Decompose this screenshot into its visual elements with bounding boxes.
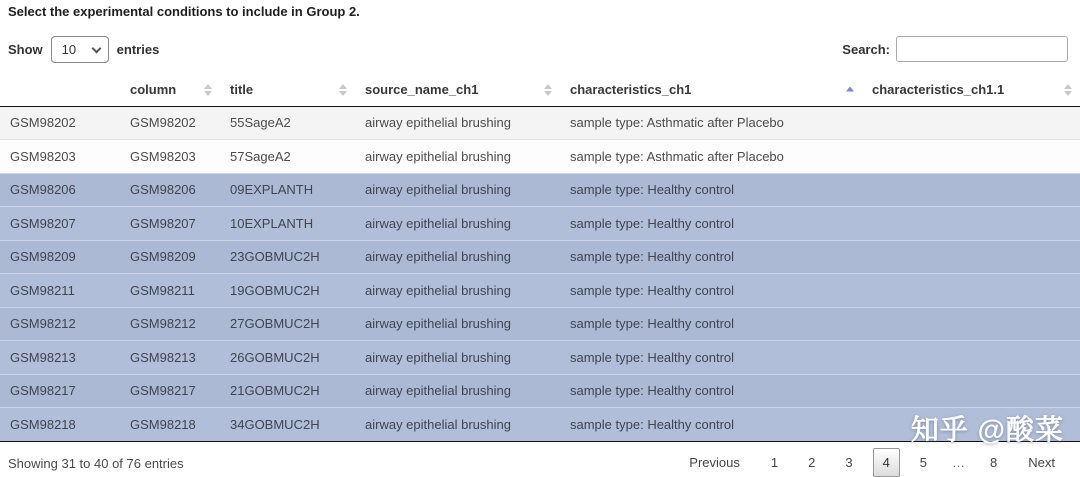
column-header-source-name-ch1[interactable]: source_name_ch1 bbox=[355, 74, 560, 106]
table-row[interactable] bbox=[0, 207, 1080, 241]
watermark-text: 知乎 @酸菜 bbox=[910, 414, 1064, 445]
column-cell: GSM98218 bbox=[120, 408, 220, 442]
source-name-cell: airway epithelial brushing bbox=[365, 115, 511, 131]
pagination-next-button[interactable]: Next bbox=[1017, 448, 1066, 477]
table-body bbox=[0, 106, 1080, 441]
show-entries-control bbox=[8, 36, 159, 63]
characteristics-cell: sample type: Asthmatic after Placebo bbox=[560, 140, 862, 174]
sort-asc-icon bbox=[846, 86, 854, 93]
pagination-page-button[interactable]: 4 bbox=[873, 448, 900, 477]
title-cell: 09EXPLANTH bbox=[220, 173, 355, 207]
column-header-characteristics-ch1-1[interactable]: characteristics_ch1.1 bbox=[862, 74, 1080, 106]
sort-icon bbox=[339, 84, 347, 96]
entries-info: Showing 31 to 40 of 76 entries bbox=[8, 456, 184, 471]
pagination-ellipsis: … bbox=[947, 448, 970, 477]
table-header-row bbox=[0, 74, 1080, 106]
title-cell: 19GOBMUC2H bbox=[220, 274, 355, 308]
title-cell: 27GOBMUC2H bbox=[220, 307, 355, 341]
pagination-previous-button[interactable]: Previous bbox=[678, 448, 751, 477]
column-header-characteristics-ch1[interactable]: characteristics_ch1 bbox=[560, 74, 862, 106]
sort-icon bbox=[544, 84, 552, 96]
source-name-cell: airway epithelial brushing bbox=[355, 140, 560, 174]
table-row[interactable] bbox=[0, 173, 1080, 207]
search-input[interactable] bbox=[896, 36, 1068, 62]
table-row[interactable] bbox=[0, 374, 1080, 408]
title-cell: 34GOBMUC2H bbox=[220, 408, 355, 442]
characteristics-cell: sample type: Healthy control bbox=[560, 307, 862, 341]
show-label: Show bbox=[8, 42, 43, 57]
characteristics-1-cell bbox=[862, 240, 1080, 274]
source-name-cell: airway epithelial brushing bbox=[355, 307, 560, 341]
column-cell: GSM98202 bbox=[130, 115, 196, 131]
title-cell: 57SageA2 bbox=[220, 140, 355, 174]
rowname-cell: GSM98217 bbox=[0, 374, 120, 408]
table-row[interactable] bbox=[0, 307, 1080, 341]
sort-icon bbox=[204, 84, 212, 96]
characteristics-1-cell bbox=[862, 140, 1080, 174]
rowname-cell: GSM98211 bbox=[0, 274, 120, 308]
characteristics-1-cell bbox=[862, 106, 1080, 140]
characteristics-1-cell bbox=[862, 307, 1080, 341]
column-cell: GSM98212 bbox=[120, 307, 220, 341]
table-controls bbox=[0, 36, 1080, 66]
source-name-cell: airway epithelial brushing bbox=[355, 274, 560, 308]
column-cell: GSM98211 bbox=[120, 274, 220, 308]
pagination-page-button[interactable]: 1 bbox=[761, 448, 788, 477]
column-header-column[interactable]: column bbox=[120, 74, 220, 106]
characteristics-cell: sample type: Healthy control bbox=[560, 341, 862, 375]
table-row[interactable] bbox=[0, 106, 1080, 140]
column-cell: GSM98203 bbox=[120, 140, 220, 174]
table-header bbox=[0, 74, 1080, 106]
table-row[interactable] bbox=[0, 240, 1080, 274]
source-name-cell: airway epithelial brushing bbox=[355, 240, 560, 274]
characteristics-cell: sample type: Healthy control bbox=[560, 374, 862, 408]
column-cell: GSM98207 bbox=[120, 207, 220, 241]
rowname-cell: GSM98202 bbox=[10, 115, 76, 131]
conditions-table bbox=[0, 74, 1080, 442]
rowname-cell: GSM98212 bbox=[0, 307, 120, 341]
characteristics-1-cell bbox=[862, 341, 1080, 375]
source-name-cell: airway epithelial brushing bbox=[355, 207, 560, 241]
table-row[interactable] bbox=[0, 408, 1080, 442]
characteristics-1-cell bbox=[862, 173, 1080, 207]
characteristics-1-cell bbox=[862, 374, 1080, 408]
source-name-cell: airway epithelial brushing bbox=[355, 341, 560, 375]
pagination-page-button[interactable]: 2 bbox=[798, 448, 825, 477]
title-cell: 10EXPLANTH bbox=[220, 207, 355, 241]
table-row[interactable] bbox=[0, 341, 1080, 375]
pagination-page-button[interactable]: 5 bbox=[910, 448, 937, 477]
table-footer bbox=[0, 448, 1080, 477]
characteristics-cell: sample type: Healthy control bbox=[560, 408, 862, 442]
pagination-page-button[interactable]: 3 bbox=[835, 448, 862, 477]
rowname-cell: GSM98213 bbox=[0, 341, 120, 375]
instruction-text: Select the experimental conditions to include in Group 2. bbox=[8, 4, 360, 19]
source-name-cell: airway epithelial brushing bbox=[355, 173, 560, 207]
table-bottom-border bbox=[0, 441, 1080, 442]
characteristics-1-cell bbox=[862, 207, 1080, 241]
column-cell: GSM98209 bbox=[120, 240, 220, 274]
pagination bbox=[668, 448, 1066, 477]
rowname-cell: GSM98203 bbox=[0, 140, 120, 174]
search-label: Search: bbox=[842, 41, 890, 57]
characteristics-cell: sample type: Healthy control bbox=[560, 207, 862, 241]
characteristics-cell: sample type: Healthy control bbox=[560, 173, 862, 207]
title-cell: 55SageA2 bbox=[230, 115, 291, 131]
rowname-cell: GSM98206 bbox=[0, 173, 120, 207]
pagination-pages bbox=[751, 448, 1007, 477]
title-cell: 21GOBMUC2H bbox=[220, 374, 355, 408]
rowname-cell: GSM98218 bbox=[0, 408, 120, 442]
page-length-select[interactable] bbox=[51, 36, 109, 63]
entries-label: entries bbox=[116, 42, 160, 57]
source-name-cell: airway epithelial brushing bbox=[355, 408, 560, 442]
sort-icon bbox=[1064, 84, 1072, 96]
table-row[interactable] bbox=[0, 140, 1080, 174]
characteristics-1-cell bbox=[862, 274, 1080, 308]
source-name-cell: airway epithelial brushing bbox=[355, 374, 560, 408]
search-control bbox=[842, 36, 1068, 62]
pagination-page-button[interactable]: 8 bbox=[980, 448, 1007, 477]
characteristics-cell: sample type: Healthy control bbox=[560, 240, 862, 274]
column-header-title[interactable]: title bbox=[220, 74, 355, 106]
column-cell: GSM98213 bbox=[120, 341, 220, 375]
rowname-cell: GSM98207 bbox=[0, 207, 120, 241]
title-cell: 26GOBMUC2H bbox=[220, 341, 355, 375]
rowname-cell: GSM98209 bbox=[0, 240, 120, 274]
table-row[interactable] bbox=[0, 274, 1080, 308]
characteristics-1-cell bbox=[862, 408, 1080, 442]
characteristics-cell: sample type: Asthmatic after Placebo bbox=[570, 115, 784, 131]
column-header-rowname bbox=[0, 74, 120, 106]
characteristics-cell: sample type: Healthy control bbox=[560, 274, 862, 308]
column-cell: GSM98206 bbox=[120, 173, 220, 207]
column-cell: GSM98217 bbox=[120, 374, 220, 408]
title-cell: 23GOBMUC2H bbox=[220, 240, 355, 274]
page-length-select-wrap bbox=[51, 36, 109, 63]
